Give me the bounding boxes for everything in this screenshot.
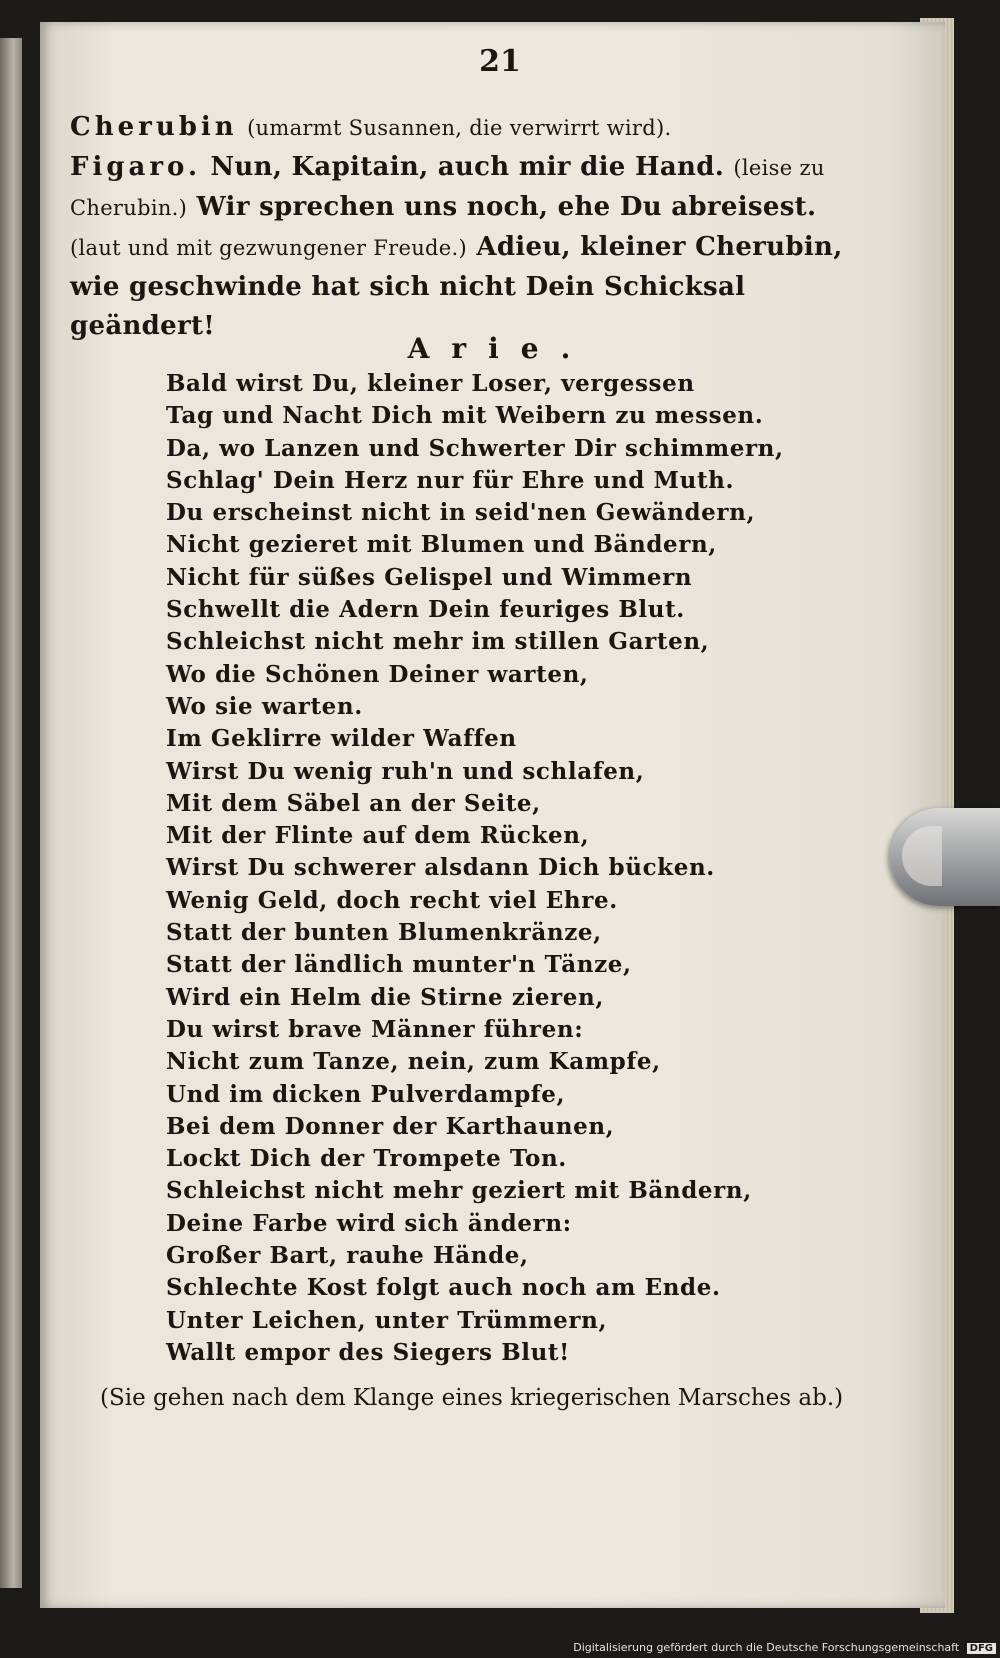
speaker-figaro: Figaro. — [70, 152, 201, 182]
verse-line: Statt der ländlich munter'n Tänze, — [166, 951, 632, 979]
verse-line: Schlechte Kost folgt auch noch am Ende. — [166, 1274, 721, 1302]
dfg-logo: DFG — [967, 1643, 996, 1654]
exit-stage-direction: (Sie gehen nach dem Klange eines kriegerischen Marsches ab.) — [100, 1385, 844, 1411]
verse-line: Wirst Du schwerer alsdann Dich bücken. — [166, 854, 715, 882]
stage-direction: (leise zu Cherubin.) — [70, 156, 825, 220]
verse-line: Deine Farbe wird sich ändern: — [166, 1209, 572, 1237]
verse-line: Nicht für süßes Gelispel und Wimmern — [166, 563, 693, 591]
verse-line: Schlag' Dein Herz nur für Ehre und Muth. — [166, 466, 735, 494]
verse-line: Wallt empor des Siegers Blut! — [166, 1338, 570, 1366]
verse-line: Schleichst nicht mehr im stillen Garten, — [166, 628, 710, 656]
verse-line: Lockt Dich der Trompete Ton. — [166, 1145, 567, 1173]
stage-direction: (laut und mit gezwungener Freude.) — [70, 236, 467, 260]
verse-line: Tag und Nacht Dich mit Weibern zu messen. — [166, 402, 764, 430]
verse-line: Du wirst brave Männer führen: — [166, 1015, 584, 1043]
aria-verses — [166, 368, 866, 1369]
page-number: 21 — [479, 44, 521, 79]
verse-line: Mit der Flinte auf dem Rücken, — [166, 822, 590, 850]
verse-line: Wirst Du wenig ruh'n und schlafen, — [166, 757, 645, 785]
figaro-speech: Nun, Kapitain, auch mir die Hand. — [210, 152, 725, 182]
verse-line: Schleichst nicht mehr geziert mit Bändern, — [166, 1177, 752, 1205]
verse-line: Nicht gezieret mit Blumen und Bändern, — [166, 531, 717, 559]
credit-text: Digitalisierung gefördert durch die Deutsche Forschungsgemeinschaft — [573, 1641, 960, 1654]
stage-direction: (umarmt Susannen, die verwirrt wird). — [247, 116, 672, 140]
speaker-cherubin: Cherubin — [70, 112, 238, 142]
cherubin-line — [70, 108, 860, 148]
verse-line: Bei dem Donner der Karthaunen, — [166, 1112, 615, 1140]
verse-line: Mit dem Säbel an der Seite, — [166, 789, 541, 817]
verse-line: Wo sie warten. — [166, 692, 363, 720]
figaro-line — [70, 148, 860, 346]
verse-line: Da, wo Lanzen und Schwerter Dir schimmern, — [166, 434, 784, 462]
figaro-speech: Adieu, kleiner Cherubin, wie geschwinde hat sich nicht Dein Schicksal geändert! — [70, 232, 843, 341]
verse-line: Großer Bart, rauhe Hände, — [166, 1242, 529, 1270]
verse-line: Schwellt die Adern Dein feuriges Blut. — [166, 596, 685, 624]
aria-heading: Arie. — [407, 332, 593, 365]
verse-line: Bald wirst Du, kleiner Loser, vergessen — [166, 370, 695, 397]
verse-line: Wo die Schönen Deiner warten, — [166, 660, 589, 688]
verse-line: Nicht zum Tanze, nein, zum Kampfe, — [166, 1048, 661, 1076]
opening-dialogue — [70, 108, 860, 346]
verse-line: Im Geklirre wilder Waffen — [166, 725, 517, 753]
verse-line: Du erscheinst nicht in seid'nen Gewändern, — [166, 499, 756, 527]
verse-line: Unter Leichen, unter Trümmern, — [166, 1306, 608, 1334]
verse-line: Statt der bunten Blumenkränze, — [166, 919, 602, 947]
verse-line: Wird ein Helm die Stirne zieren, — [166, 983, 604, 1011]
verse-line: Und im dicken Pulverdampfe, — [166, 1080, 566, 1108]
digitization-credit — [573, 1641, 996, 1654]
verse-line: Wenig Geld, doch recht viel Ehre. — [166, 886, 618, 914]
left-page-edge — [0, 38, 22, 1588]
figaro-speech: Wir sprechen uns noch, ehe Du abreisest. — [196, 192, 817, 222]
